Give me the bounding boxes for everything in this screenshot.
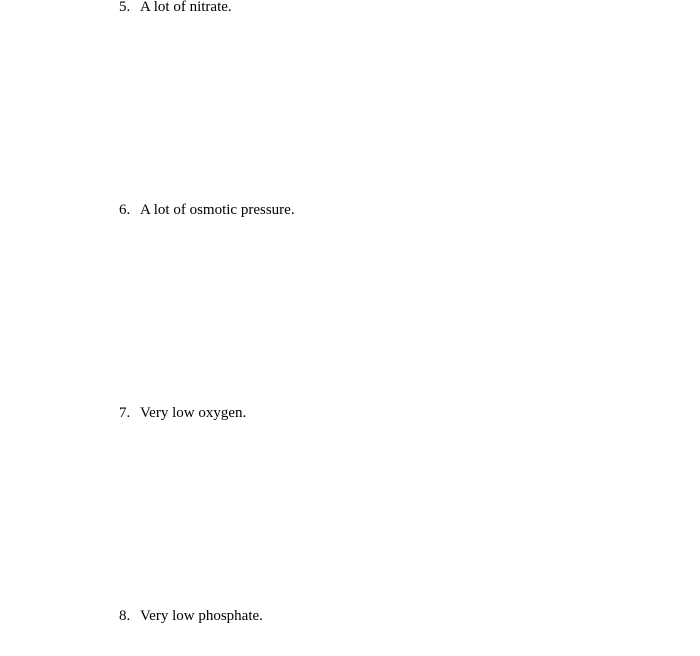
question-7 (119, 404, 246, 422)
question-text: A lot of nitrate. (140, 0, 232, 15)
question-text: Very low phosphate. (140, 608, 263, 624)
question-number: 6. (119, 202, 131, 218)
question-number: 7. (119, 405, 131, 421)
question-number: 5. (119, 0, 131, 15)
question-8 (119, 607, 263, 625)
question-6 (119, 201, 295, 219)
question-number: 8. (119, 608, 131, 624)
question-text: Very low oxygen. (140, 405, 247, 421)
question-text: A lot of osmotic pressure. (140, 202, 295, 218)
question-5 (119, 0, 232, 16)
